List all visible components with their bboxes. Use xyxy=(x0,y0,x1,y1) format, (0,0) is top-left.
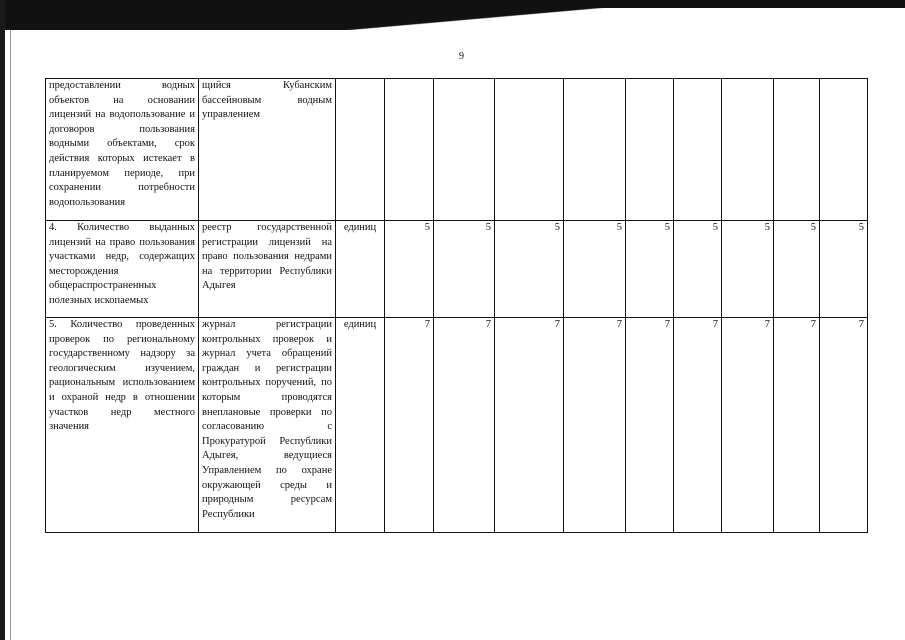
value-cell: 5 xyxy=(495,221,564,318)
value-cell: 7 xyxy=(385,318,434,533)
scan-left-fold-line xyxy=(10,30,11,640)
value-cell xyxy=(495,79,564,221)
value-cell: 7 xyxy=(626,318,674,533)
scan-top-edge-band xyxy=(0,0,905,8)
unit-cell: единиц xyxy=(336,221,385,318)
table-row xyxy=(46,79,868,221)
value-cell xyxy=(722,79,774,221)
value-cell: 5 xyxy=(722,221,774,318)
value-cell xyxy=(626,79,674,221)
value-cell xyxy=(385,79,434,221)
value-cell: 5 xyxy=(564,221,626,318)
value-cell: 7 xyxy=(434,318,495,533)
indicators-table xyxy=(45,78,868,533)
source-cell: журнал регистрации контрольных проверок и журнал учета обращений граждан и регистрации контрольных поручений, по которым проводятся внеплановые проверки по согласованию с Прокуратурой Республики Адыгея, ведущиеся Управлением по охране окружающей среды и природным ресурсам Республики xyxy=(199,318,336,533)
value-cell xyxy=(434,79,495,221)
value-cell: 7 xyxy=(722,318,774,533)
table-row xyxy=(46,221,868,318)
indicator-cell: 5. Количество проведенных проверок по региональному государственному надзору за геологическим изучением, рациональным использованием и охраной недр в отношении участков недр местного значения xyxy=(46,318,199,533)
value-cell: 7 xyxy=(495,318,564,533)
unit-cell xyxy=(336,79,385,221)
value-cell xyxy=(820,79,868,221)
value-cell: 7 xyxy=(674,318,722,533)
value-cell xyxy=(674,79,722,221)
value-cell xyxy=(564,79,626,221)
value-cell: 5 xyxy=(774,221,820,318)
value-cell xyxy=(774,79,820,221)
table-row xyxy=(46,318,868,533)
unit-cell: единиц xyxy=(336,318,385,533)
value-cell: 5 xyxy=(820,221,868,318)
value-cell: 5 xyxy=(626,221,674,318)
value-cell: 5 xyxy=(385,221,434,318)
page-number: 9 xyxy=(459,51,464,62)
indicator-cell: предоставлении водных объектов на основании лицензий на водопользование и договоров пользования водными объектами, срок действия которых истекает в планируемом периоде, при сохранении потребности водопользования xyxy=(46,79,199,221)
value-cell: 7 xyxy=(564,318,626,533)
source-cell: реестр государственной регистрации лицензий на право пользования недрами на территории Республики Адыгея xyxy=(199,221,336,318)
value-cell: 7 xyxy=(774,318,820,533)
source-cell: щийся Кубанским бассейновым водным управлением xyxy=(199,79,336,221)
scan-left-edge-shadow xyxy=(0,0,5,640)
value-cell: 5 xyxy=(434,221,495,318)
value-cell: 5 xyxy=(674,221,722,318)
indicator-cell: 4. Количество выданных лицензий на право пользования участками недр, содержащих месторождения общераспространенных полезных ископаемых xyxy=(46,221,199,318)
value-cell: 7 xyxy=(820,318,868,533)
